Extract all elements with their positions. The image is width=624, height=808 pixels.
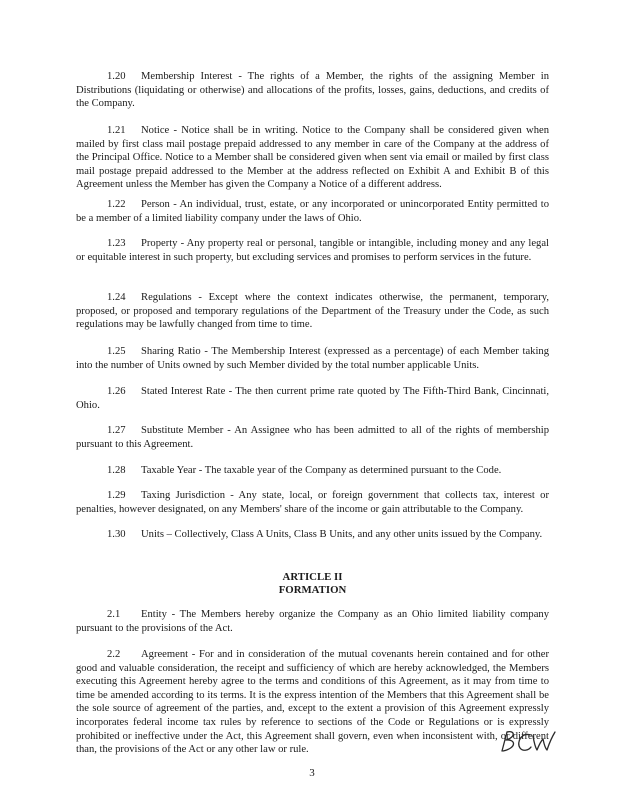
section-text: Agreement - For and in consideration of the mutual covenants herein contained and for other good and valuable consideration, the receipt and sufficiency of which are hereby acknowledged, the Members executing this Agreement hereby agree to the terms and conditions of this Agreement, as it may from time to time be amended according to its terms. It is the express intention of the Members that this Agreement shall be the sole source of agreement of the parties, and, except to the extent a provision of this Agreement expressly incorporates federal income tax rules by reference to sections of the Code or Regulations or is expressly prohibited or ineffective under the Act, this Agreement shall govern, even when inconsistent with, or different than, the provisions of the Act or any other law or rule. xyxy=(76,649,549,756)
section-text: Entity - The Members hereby organize the Company as an Ohio limited liability company pursuant to the provisions of the Act. xyxy=(76,609,549,634)
section-number: 1.29 xyxy=(107,490,126,501)
definition-1-24 xyxy=(76,291,549,332)
section-text: Taxing Jurisdiction - Any state, local, or foreign government that collects tax, interest or penalties, however designated, on any Members' share of the income or gain attributable to the Company. xyxy=(76,490,549,515)
section-text: Stated Interest Rate - The then current prime rate quoted by The Fifth-Third Bank, Cincinnati, Ohio. xyxy=(76,386,549,411)
section-number: 1.26 xyxy=(107,386,126,397)
section-number: 1.28 xyxy=(107,465,126,476)
section-text: Regulations - Except where the context indicates otherwise, the permanent, temporary, proposed, or proposed and temporary regulations of the Department of the Treasury under the Code, as such regulations may be lawfully changed from time to time. xyxy=(76,292,549,331)
section-text: Sharing Ratio - The Membership Interest (expressed as a percentage) of each Member taking into the number of Units owned by such Member divided by the total number applicable Units. xyxy=(76,346,549,371)
definition-1-28 xyxy=(76,464,549,478)
section-number: 1.20 xyxy=(107,71,126,82)
definition-1-21 xyxy=(76,124,549,192)
section-text: Units – Collectively, Class A Units, Class B Units, and any other units issued by the Company. xyxy=(141,529,543,540)
article-title: ARTICLE II xyxy=(282,571,343,583)
definition-1-25 xyxy=(76,345,549,372)
section-text: Notice - Notice shall be in writing. Notice to the Company shall be considered given when mailed by first class mail postage prepaid addressed to any member in care of the Company at the address of the Principal Office. Notice to a Member shall be considered given when sent via email or mailed by first class mail postage prepaid addressed to the Member at the address reflected on Exhibit A and Exhibit B of this Agreement unless the Member has given the Company a Notice of a different address. xyxy=(76,125,549,191)
definition-1-26 xyxy=(76,385,549,412)
section-number: 2.1 xyxy=(107,609,121,620)
section-number: 1.25 xyxy=(107,346,126,357)
definition-1-27 xyxy=(76,424,549,451)
section-2-2 xyxy=(76,648,549,757)
section-text: Property - Any property real or personal, tangible or intangible, including money and any legal or equitable interest in such property, but excluding services and promises to perform services in the future. xyxy=(76,238,549,263)
section-text: Person - An individual, trust, estate, or any incorporated or unincorporated Entity permitted to be a member of a limited liability company under the laws of Ohio. xyxy=(76,199,549,224)
section-text: Substitute Member - An Assignee who has been admitted to all of the rights of membership pursuant to this Agreement. xyxy=(76,425,549,450)
definition-1-29 xyxy=(76,489,549,516)
section-number: 1.24 xyxy=(107,292,126,303)
section-number: 1.21 xyxy=(107,125,126,136)
section-2-1 xyxy=(76,608,549,635)
definition-1-30 xyxy=(76,528,549,542)
section-text: Taxable Year - The taxable year of the Company as determined pursuant to the Code. xyxy=(141,465,502,476)
definition-1-22 xyxy=(76,198,549,225)
page-number: 3 xyxy=(309,767,315,779)
definition-1-23 xyxy=(76,237,549,264)
section-number: 2.2 xyxy=(107,649,121,660)
article-subtitle: FORMATION xyxy=(278,584,347,596)
section-number: 1.27 xyxy=(107,425,126,436)
section-number: 1.23 xyxy=(107,238,126,249)
definition-1-20 xyxy=(76,70,549,111)
section-number: 1.22 xyxy=(107,199,126,210)
section-number: 1.30 xyxy=(107,529,126,540)
section-text: Membership Interest - The rights of a Member, the rights of the assigning Member in Distributions (liquidating or otherwise) and allocations of the profits, losses, gains, deductions, and credits of the Company. xyxy=(76,71,549,110)
handwritten-initials-signature xyxy=(498,728,558,754)
